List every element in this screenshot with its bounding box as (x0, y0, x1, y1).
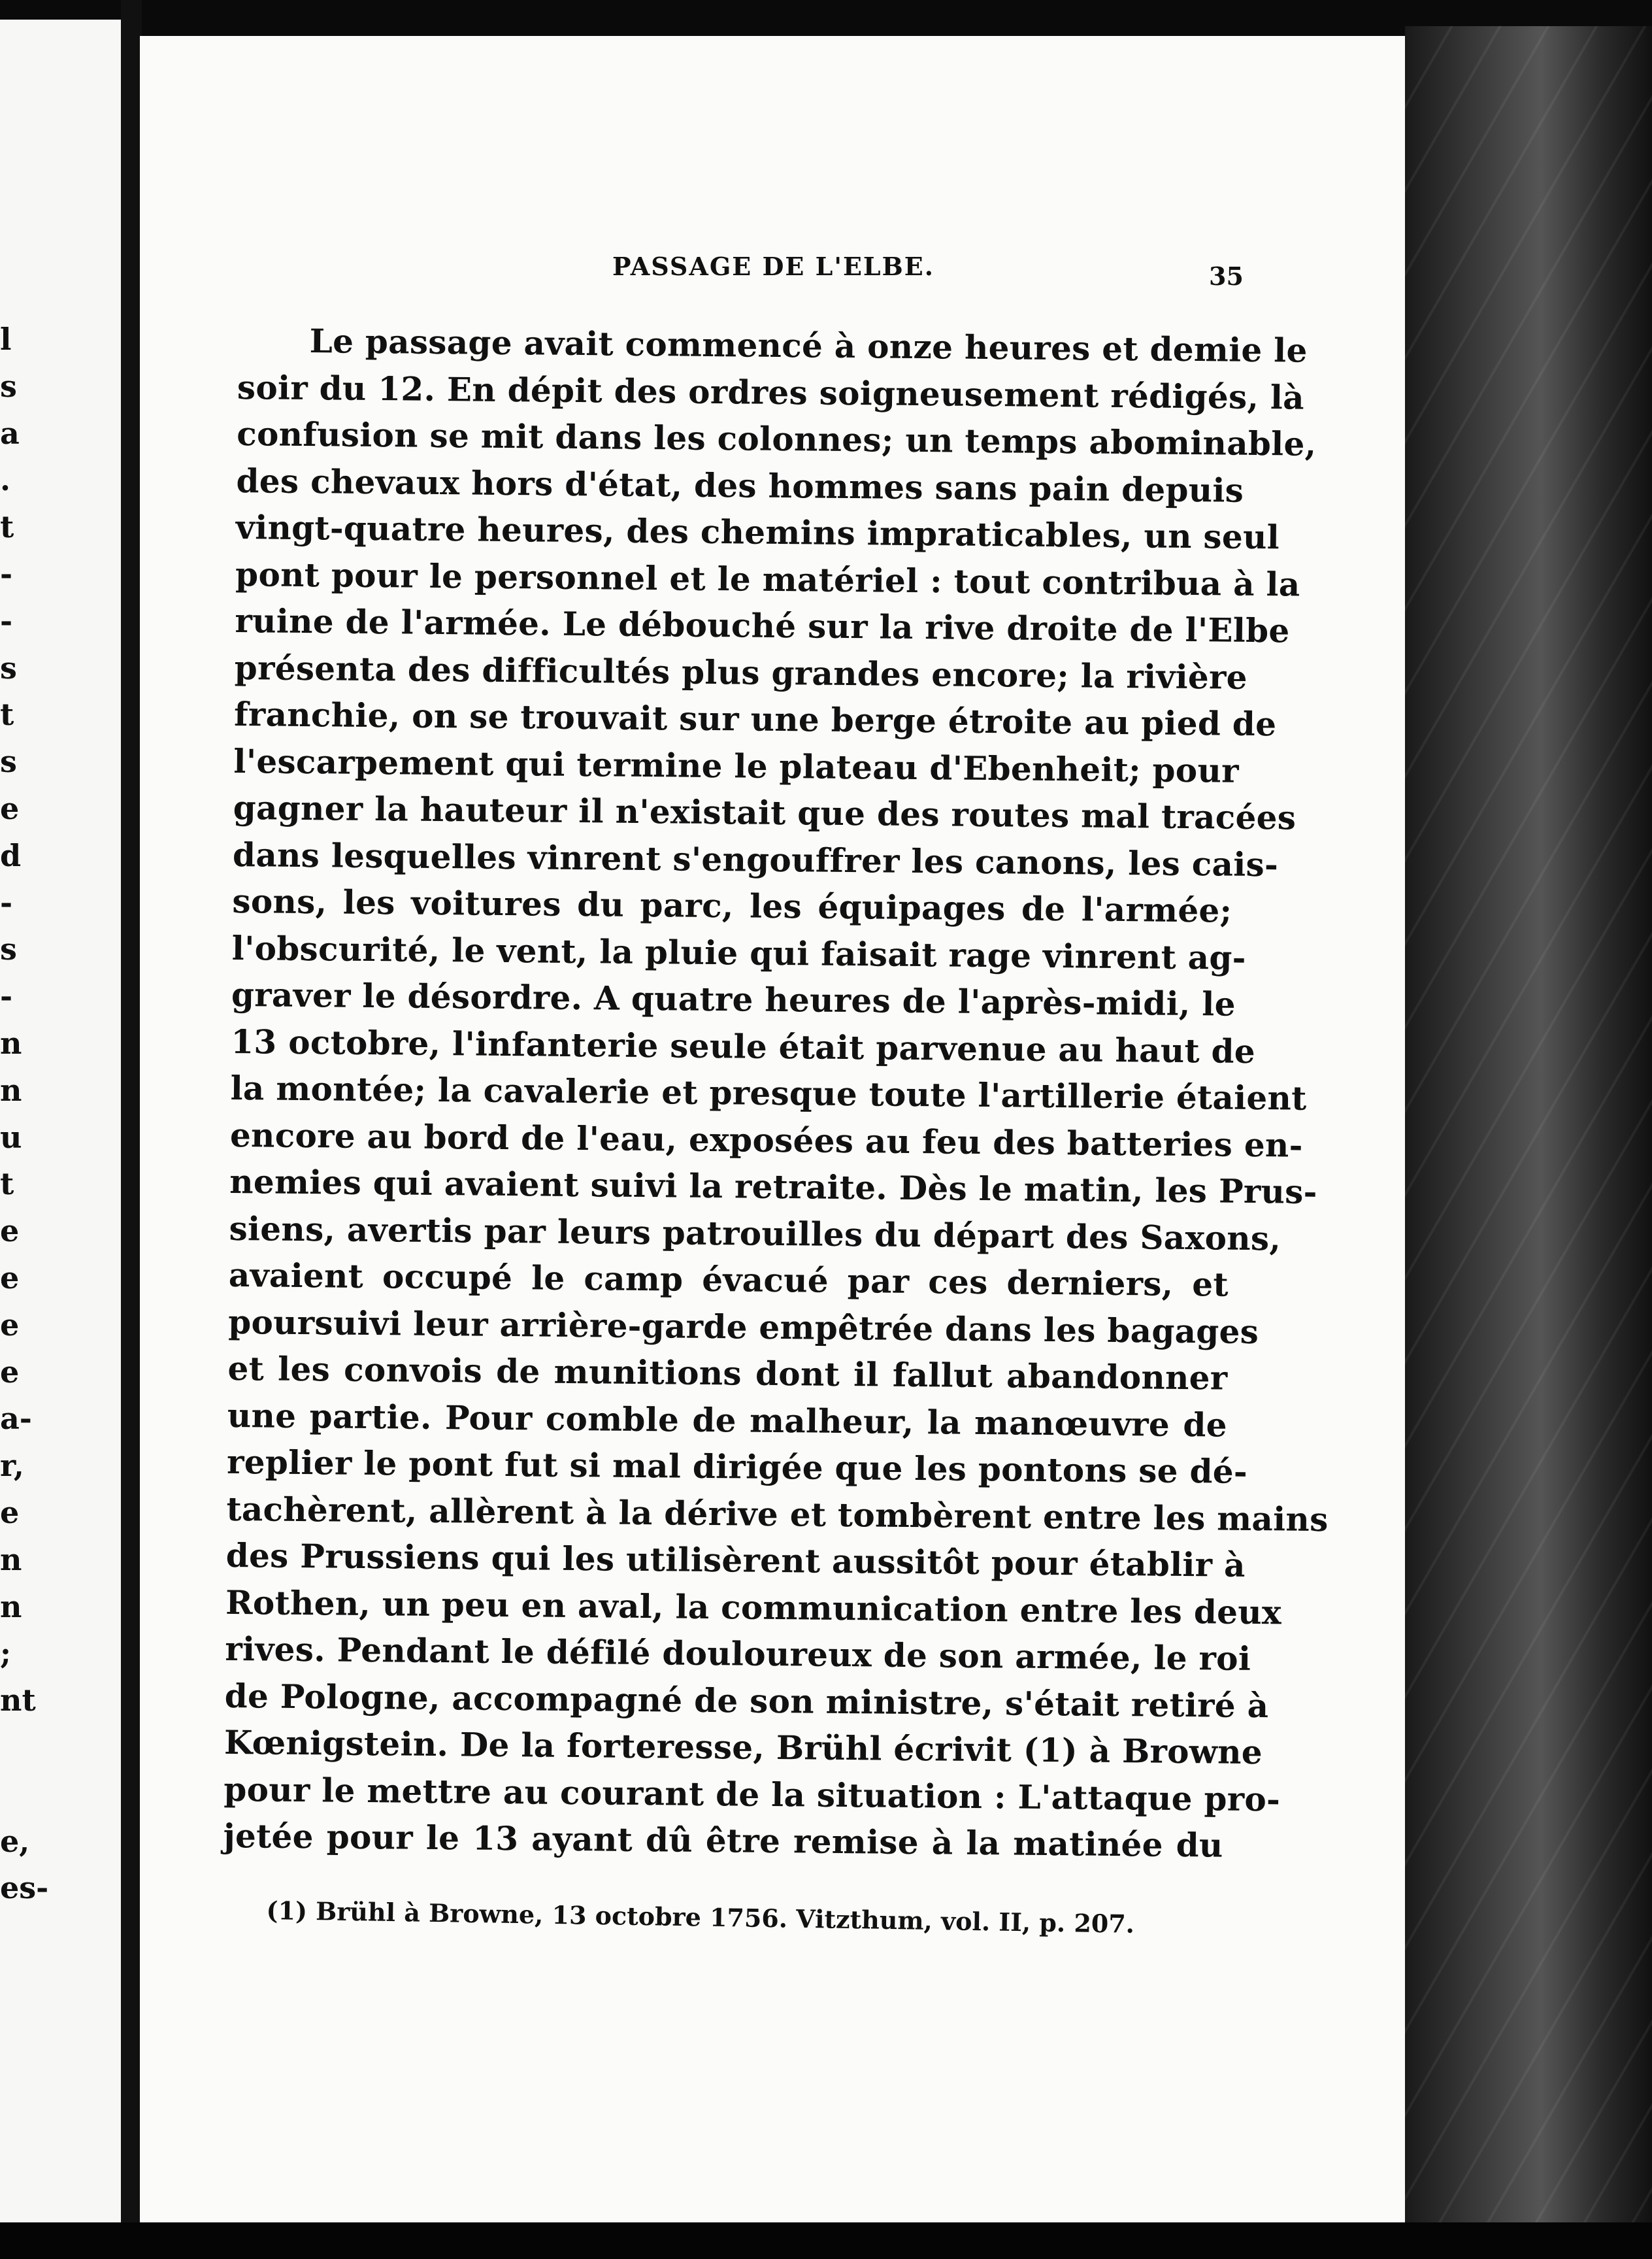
facing-page-fragment: t (0, 697, 14, 733)
text-line: Rothen, un peu en aval, la communication entre les deux (225, 1582, 1282, 1632)
book-gutter (121, 0, 142, 2259)
facing-page-fragment: e (0, 1354, 20, 1390)
text-line: une partie. Pour comble de malheur, la manœuvre de (227, 1396, 1228, 1445)
running-title: PASSAGE DE L'ELBE. (612, 252, 934, 281)
facing-page-fragment: r, (0, 1448, 24, 1484)
facing-page-fragment: u (0, 1119, 22, 1155)
text-line: Kœnigstein. De la forteresse, Brühl écrivit (1) à Browne (223, 1722, 1263, 1772)
text-line: présenta des difficultés plus grandes encore; la rivière (234, 648, 1248, 697)
facing-page-fragment: ; (0, 1635, 11, 1671)
text-line: pont pour le personnel et le matériel : tout contribua à la (235, 554, 1300, 604)
facing-page-fragment: - (0, 884, 13, 920)
text-line: graver le désordre. A quatre heures de l'après-midi, le (231, 975, 1236, 1024)
page-number: 35 (1209, 261, 1244, 291)
text-line: franchie, on se trouvait sur une berge étroite au pied de (233, 694, 1277, 744)
facing-page-fragment: - (0, 979, 13, 1014)
facing-page-fragment: . (0, 462, 11, 498)
text-line: la montée; la cavalerie et presque toute l'artillerie étaient (230, 1068, 1307, 1118)
text-line: confusion se mit dans les colonnes; un temps abominable, (237, 414, 1317, 463)
facing-page-fragment: s (0, 744, 17, 780)
facing-page-fragment: - (0, 556, 13, 592)
text-line: gagner la hauteur il n'existait que des routes mal tracées (233, 788, 1297, 837)
facing-page-fragment: l (0, 322, 12, 357)
facing-page-fragment: a (0, 415, 20, 451)
text-line: sons, les voitures du parc, les équipages de l'armée; (232, 881, 1232, 930)
facing-page-fragment: s (0, 368, 17, 404)
text-line: ruine de l'armée. Le débouché sur la rive droite de l'Elbe (235, 601, 1290, 650)
text-line: des chevaux hors d'état, des hommes sans pain depuis (236, 461, 1244, 510)
text-line: 13 octobre, l'infanterie seule était parvenue au haut de (231, 1022, 1256, 1071)
text-line: avaient occupé le camp évacué par ces derniers, et (228, 1255, 1229, 1304)
text-line: l'escarpement qui termine le plateau d'Ebenheit; pour (233, 741, 1240, 790)
text-line: jetée pour le 13 ayant dû être remise à la matinée du (223, 1816, 1223, 1865)
facing-page-edge (0, 20, 121, 2229)
text-line: tachèrent, allèrent à la dérive et tombèrent entre les mains (226, 1489, 1329, 1539)
text-line: vingt-quatre heures, des chemins impraticables, un seul (235, 507, 1280, 557)
facing-page-fragment: e (0, 1260, 20, 1296)
text-line: encore au bord de l'eau, exposées au feu des batteries en- (229, 1115, 1303, 1165)
facing-page-fragment: e (0, 1213, 20, 1249)
text-line: Le passage avait commencé à onze heures et demie le (309, 322, 1308, 370)
facing-page-fragment: n (0, 1588, 22, 1624)
facing-page-fragment: d (0, 837, 22, 873)
facing-page-fragment: - (0, 603, 13, 639)
text-line: dans lesquelles vinrent s'engouffrer les canons, les cais- (232, 835, 1279, 884)
facing-page-fragment: e (0, 1495, 20, 1530)
text-line: et les convois de munitions dont il fallut abandonner (227, 1348, 1228, 1397)
text-line: des Prussiens qui les utilisèrent aussitôt pour établir à (225, 1535, 1246, 1584)
facing-page-fragment: t (0, 509, 14, 545)
body-text (223, 317, 1329, 1869)
facing-page-fragment: s (0, 650, 17, 686)
facing-page-fragment: a- (0, 1401, 32, 1437)
text-line: replier le pont fut si mal dirigée que les pontons se dé- (226, 1442, 1248, 1491)
text-line: nemies qui avaient suivi la retraite. Dès le matin, les Prus- (229, 1162, 1317, 1211)
text-line: siens, avertis par leurs patrouilles du départ des Saxons, (229, 1209, 1281, 1258)
text-line: pour le mettre au courant de la situation : L'attaque pro- (223, 1769, 1281, 1818)
footnote: (1) Brühl à Browne, 13 octobre 1756. Vitzthum, vol. II, p. 207. (266, 1896, 1135, 1939)
scan-border (0, 2222, 1652, 2259)
facing-page-fragment: nt (0, 1682, 36, 1718)
facing-page-fragment: e (0, 791, 20, 826)
facing-page-fragment: n (0, 1026, 22, 1061)
text-line: rives. Pendant le défilé douloureux de son armée, le roi (225, 1629, 1251, 1678)
facing-page-fragment: es- (0, 1870, 49, 1906)
text-line: de Pologne, accompagné de son ministre, s'était retiré à (224, 1676, 1269, 1725)
facing-page-fragment: t (0, 1166, 14, 1202)
scan-streaks (1405, 26, 1652, 2235)
facing-page-fragment: n (0, 1541, 22, 1577)
text-line: poursuivi leur arrière-garde empêtrée dans les bagages (227, 1302, 1259, 1351)
facing-page-fragment: n (0, 1072, 22, 1108)
text-line: soir du 12. En dépit des ordres soigneusement rédigés, là (237, 367, 1305, 417)
facing-page-fragment: s (0, 931, 17, 967)
text-line: l'obscurité, le vent, la pluie qui faisait rage vinrent ag- (231, 928, 1247, 977)
facing-page-fragment: e, (0, 1823, 30, 1859)
facing-page-fragment: e (0, 1307, 20, 1343)
